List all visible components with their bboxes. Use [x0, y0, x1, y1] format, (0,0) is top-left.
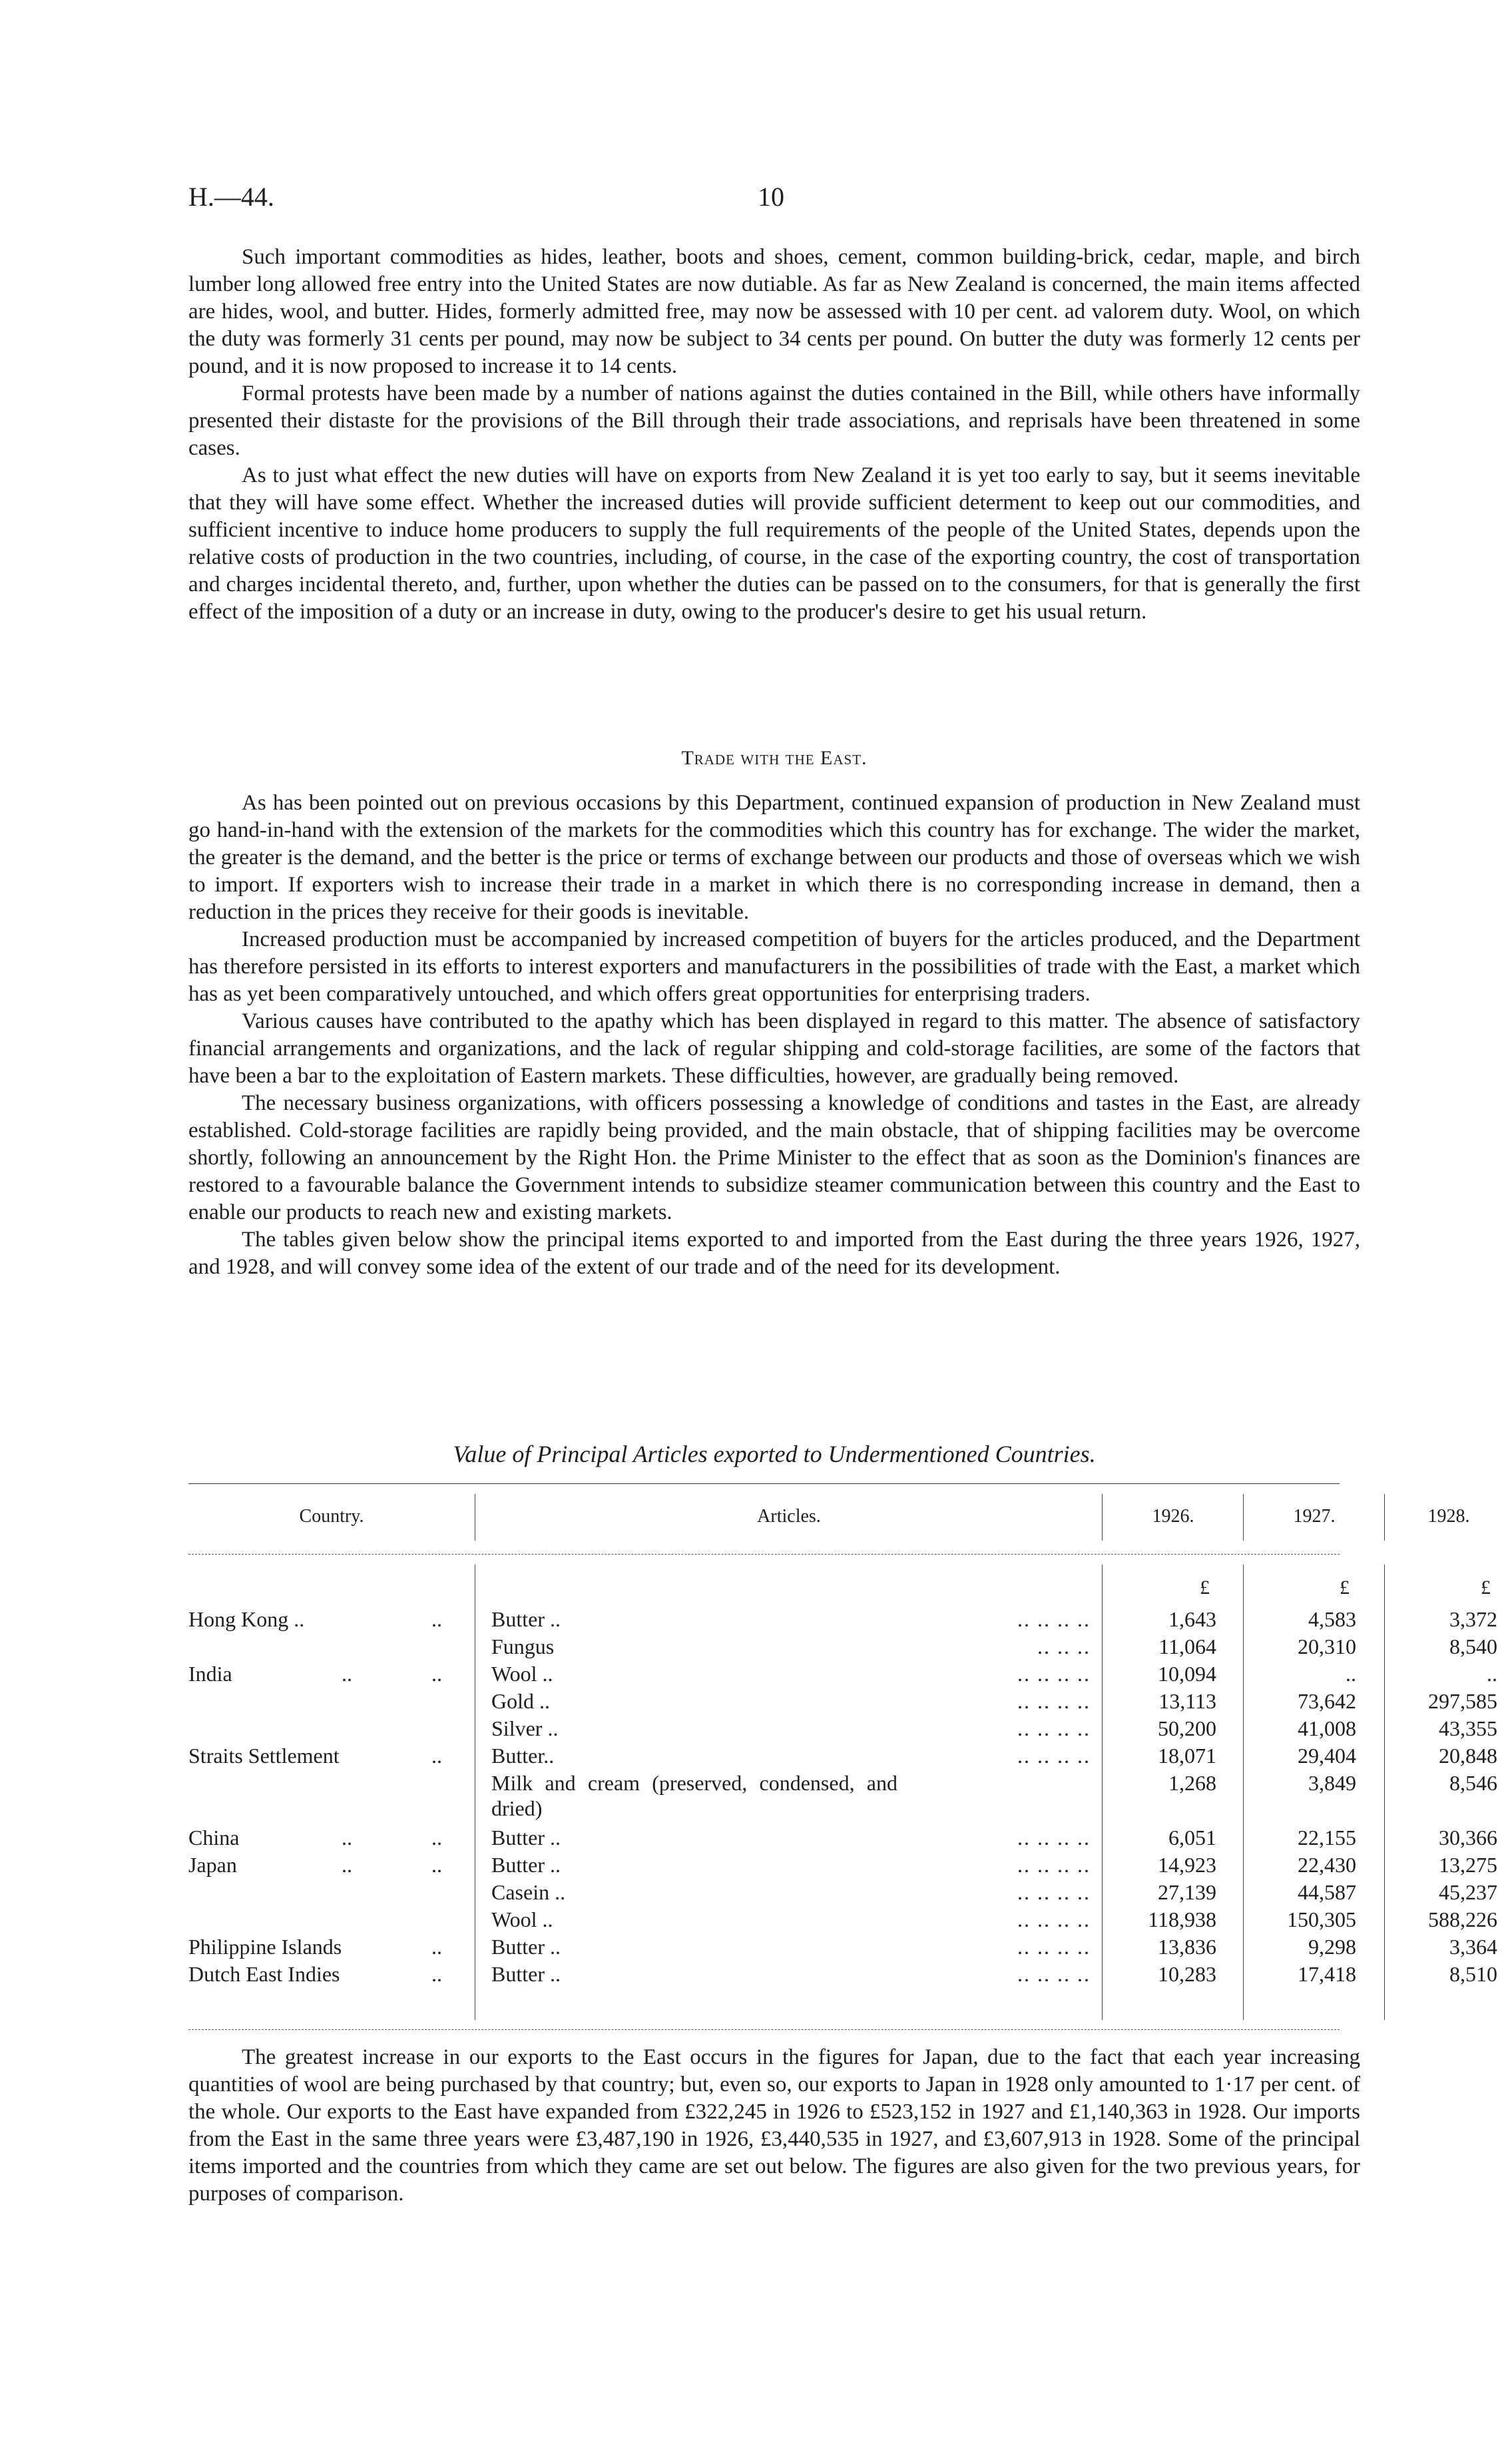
value-1928: 20,848 — [1439, 1744, 1497, 1768]
country-cell: Philippine Islands .. — [188, 1935, 442, 1959]
article-cell: Butter.. .. .. .. .. — [491, 1744, 1091, 1768]
value-1927: 73,642 — [1298, 1689, 1356, 1713]
value-1926: 6,051 — [1168, 1826, 1216, 1849]
header-1927: 1927. — [1293, 1506, 1336, 1527]
paragraph: Formal protests have been made by a number of nations against the duties contained in the Bill, while others have informally presented their distaste for the provisions of the Bill through their trade associations, and reprisals have been threatened in some cases. — [188, 381, 1360, 460]
currency-1927: £ — [1340, 1577, 1350, 1599]
article-cell: Wool .. .. .. .. .. — [491, 1907, 1091, 1931]
east-trade-section — [188, 790, 1360, 1281]
value-1927: 150,305 — [1287, 1907, 1356, 1931]
value-1928: 3,372 — [1449, 1607, 1497, 1631]
header-1928: 1928. — [1427, 1506, 1470, 1527]
article-cell: Butter .. .. .. .. .. — [491, 1935, 1091, 1959]
page-number: 10 — [758, 182, 784, 212]
value-1927: 44,587 — [1298, 1880, 1356, 1904]
value-1926: 13,836 — [1158, 1935, 1216, 1959]
value-1927: 17,418 — [1298, 1962, 1356, 1986]
value-1927: 41,008 — [1298, 1716, 1356, 1740]
value-1926: 50,200 — [1158, 1716, 1216, 1740]
header-articles: Articles. — [757, 1506, 821, 1527]
table-header-rule — [188, 1554, 1340, 1555]
column-divider — [1384, 1494, 1385, 1541]
value-1927: 22,155 — [1298, 1826, 1356, 1849]
value-1926: 1,268 — [1168, 1771, 1216, 1795]
column-divider — [1243, 1565, 1244, 2020]
paragraph: The necessary business organizations, with officers possessing a knowledge of conditions and tastes in the East, are already established. Cold-storage facilities are rapidly being provided, and the main obstacle, that of shipping facilities may be overcome shortly, following an announcement by the Right Hon. the Prime Minister to the effect that as soon as the Dominion's finances are restored to a favourable balance the Government intends to subsidize steamer communication between this country and the East to enable our products to reach new and existing markets. — [188, 1091, 1360, 1224]
value-1926: 13,113 — [1158, 1689, 1216, 1713]
article-cell: Butter .. .. .. .. .. — [491, 1826, 1091, 1849]
value-1926: 10,094 — [1158, 1662, 1216, 1686]
table-caption: Value of Principal Articles exported to Undermentioned Countries. — [453, 1441, 1096, 1467]
article-cell: Silver .. .. .. .. .. — [491, 1716, 1091, 1740]
value-1926: 27,139 — [1158, 1880, 1216, 1904]
value-1927: 20,310 — [1298, 1634, 1356, 1658]
article-cell: Milk and cream (preserved, condensed, and dried) — [491, 1771, 897, 1820]
value-1928: 8,510 — [1449, 1962, 1497, 1986]
article-cell: Gold .. .. .. .. .. — [491, 1689, 1091, 1713]
article-cell: Casein .. .. .. .. .. — [491, 1880, 1091, 1904]
page-header — [188, 181, 1360, 221]
value-1926: 18,071 — [1158, 1744, 1216, 1768]
article-cell: Wool .. .. .. .. .. — [491, 1662, 1091, 1686]
column-divider — [1102, 1494, 1103, 1541]
table-top-rule — [188, 1483, 1340, 1484]
paragraph: The greatest increase in our exports to the East occurs in the figures for Japan, due to the fact that each year increasing quantities of wool are being purchased by that country; but, even so, our exports to Japan in 1928 only amounted to 1·17 per cent. of the whole. Our exports to the East have expanded from £322,245 in 1926 to £523,152 in 1927 and £1,140,363 in 1928. Our imports from the East in the same three years were £3,487,190 in 1926, £3,440,535 in 1927, and £3,607,913 in 1928. Some of the principal items imported and the countries from which they came are set out below. The figures are also given for the two previous years, for purposes of comparison. — [188, 2045, 1360, 2206]
value-1928: 8,540 — [1449, 1634, 1497, 1658]
value-1926: 11,064 — [1158, 1634, 1216, 1658]
value-1926: 10,283 — [1158, 1962, 1216, 1986]
section-heading: Trade with the East. — [681, 747, 868, 769]
table-bottom-rule — [188, 2029, 1340, 2030]
value-1928: .. — [1487, 1662, 1497, 1686]
column-divider — [1384, 1565, 1385, 2020]
country-cell: Hong Kong .. .. — [188, 1607, 442, 1631]
closing-section — [188, 2044, 1360, 2208]
value-1927: 9,298 — [1308, 1935, 1356, 1959]
article-cell: Butter .. .. .. .. .. — [491, 1607, 1091, 1631]
value-1928: 30,366 — [1439, 1826, 1497, 1849]
value-1928: 8,546 — [1449, 1771, 1497, 1795]
currency-1928: £ — [1481, 1577, 1491, 1599]
value-1928: 45,237 — [1439, 1880, 1497, 1904]
column-divider — [1102, 1565, 1103, 2020]
country-cell: India .. .. — [188, 1662, 442, 1686]
value-1927: .. — [1346, 1662, 1356, 1686]
country-cell: Japan .. .. — [188, 1853, 442, 1877]
article-cell: Fungus .. .. .. — [491, 1634, 1091, 1658]
intro-section — [188, 244, 1360, 626]
value-1926: 1,643 — [1168, 1607, 1216, 1631]
paragraph: Such important commodities as hides, leather, boots and shoes, cement, common building-brick, cedar, maple, and birch lumber long allowed free entry into the United States are now dutiable. As far as New Zealand is concerned, the main items affected are hides, wool, and butter. Hides, formerly admitted free, may now be assessed with 10 per cent. ad valorem duty. Wool, on which the duty was formerly 31 cents per pound, may now be subject to 34 cents per pound. On butter the duty was formerly 12 cents per pound, and it is now proposed to increase it to 14 cents. — [188, 245, 1360, 378]
value-1927: 29,404 — [1298, 1744, 1356, 1768]
value-1927: 3,849 — [1308, 1771, 1356, 1795]
paragraph: The tables given below show the principal items exported to and imported from the East during the three years 1926, 1927, and 1928, and will convey some idea of the extent of our trade and of the need for its development. — [188, 1228, 1360, 1279]
currency-1926: £ — [1200, 1577, 1210, 1599]
value-1928: 3,364 — [1449, 1935, 1497, 1959]
country-cell: Straits Settlement .. — [188, 1744, 442, 1768]
country-cell: Dutch East Indies .. — [188, 1962, 442, 1986]
header-country: Country. — [299, 1506, 364, 1527]
report-reference: H.—44. — [188, 182, 274, 212]
value-1926: 118,938 — [1148, 1907, 1216, 1931]
column-divider — [1243, 1494, 1244, 1541]
country-cell: China .. .. — [188, 1826, 442, 1849]
value-1927: 4,583 — [1308, 1607, 1356, 1631]
value-1928: 297,585 — [1428, 1689, 1497, 1713]
value-1928: 43,355 — [1439, 1716, 1497, 1740]
paragraph: As has been pointed out on previous occasions by this Department, continued expansion of production in New Zealand must go hand-in-hand with the extension of the markets for the commodities which this country has for exchange. The wider the market, the greater is the demand, and the better is the price or terms of exchange between our products and those of overseas which we wish to import. If exporters wish to increase their trade in a market in which there is no corresponding increase in demand, then a reduction in the prices they receive for their goods is inevitable. — [188, 791, 1360, 924]
value-1927: 22,430 — [1298, 1853, 1356, 1877]
value-1928: 13,275 — [1439, 1853, 1497, 1877]
header-1926: 1926. — [1152, 1506, 1194, 1527]
paragraph: As to just what effect the new duties will have on exports from New Zealand it is yet too early to say, but it seems inevitable that they will have some effect. Whether the increased duties will provide sufficient determent to keep out our commodities, and sufficient incentive to induce home producers to supply the full requirements of the people of the United States, depends upon the relative costs of production in the two countries, including, of course, in the case of the exporting country, the cost of transportation and charges incidental thereto, and, further, upon whether the duties can be passed on to the consumers, for that is generally the first effect of the imposition of a duty or an increase in duty, owing to the producer's desire to get his usual return. — [188, 463, 1360, 624]
paragraph: Various causes have contributed to the apathy which has been displayed in regard to this matter. The absence of satisfactory financial arrangements and organizations, and the lack of regular shipping and cold-storage facilities, are some of the factors that have been a bar to the exploitation of Eastern markets. These difficulties, however, are gradually being removed. — [188, 1009, 1360, 1088]
article-cell: Butter .. .. .. .. .. — [491, 1853, 1091, 1877]
paragraph: Increased production must be accompanied by increased competition of buyers for the articles produced, and the Department has therefore persisted in its efforts to interest exporters and manufacturers in the possibilities of trade with the East, a market which has as yet been comparatively untouched, and which offers great opportunities for enterprising traders. — [188, 927, 1360, 1006]
article-cell: Butter .. .. .. .. .. — [491, 1962, 1091, 1986]
value-1926: 14,923 — [1158, 1853, 1216, 1877]
value-1928: 588,226 — [1428, 1907, 1497, 1931]
